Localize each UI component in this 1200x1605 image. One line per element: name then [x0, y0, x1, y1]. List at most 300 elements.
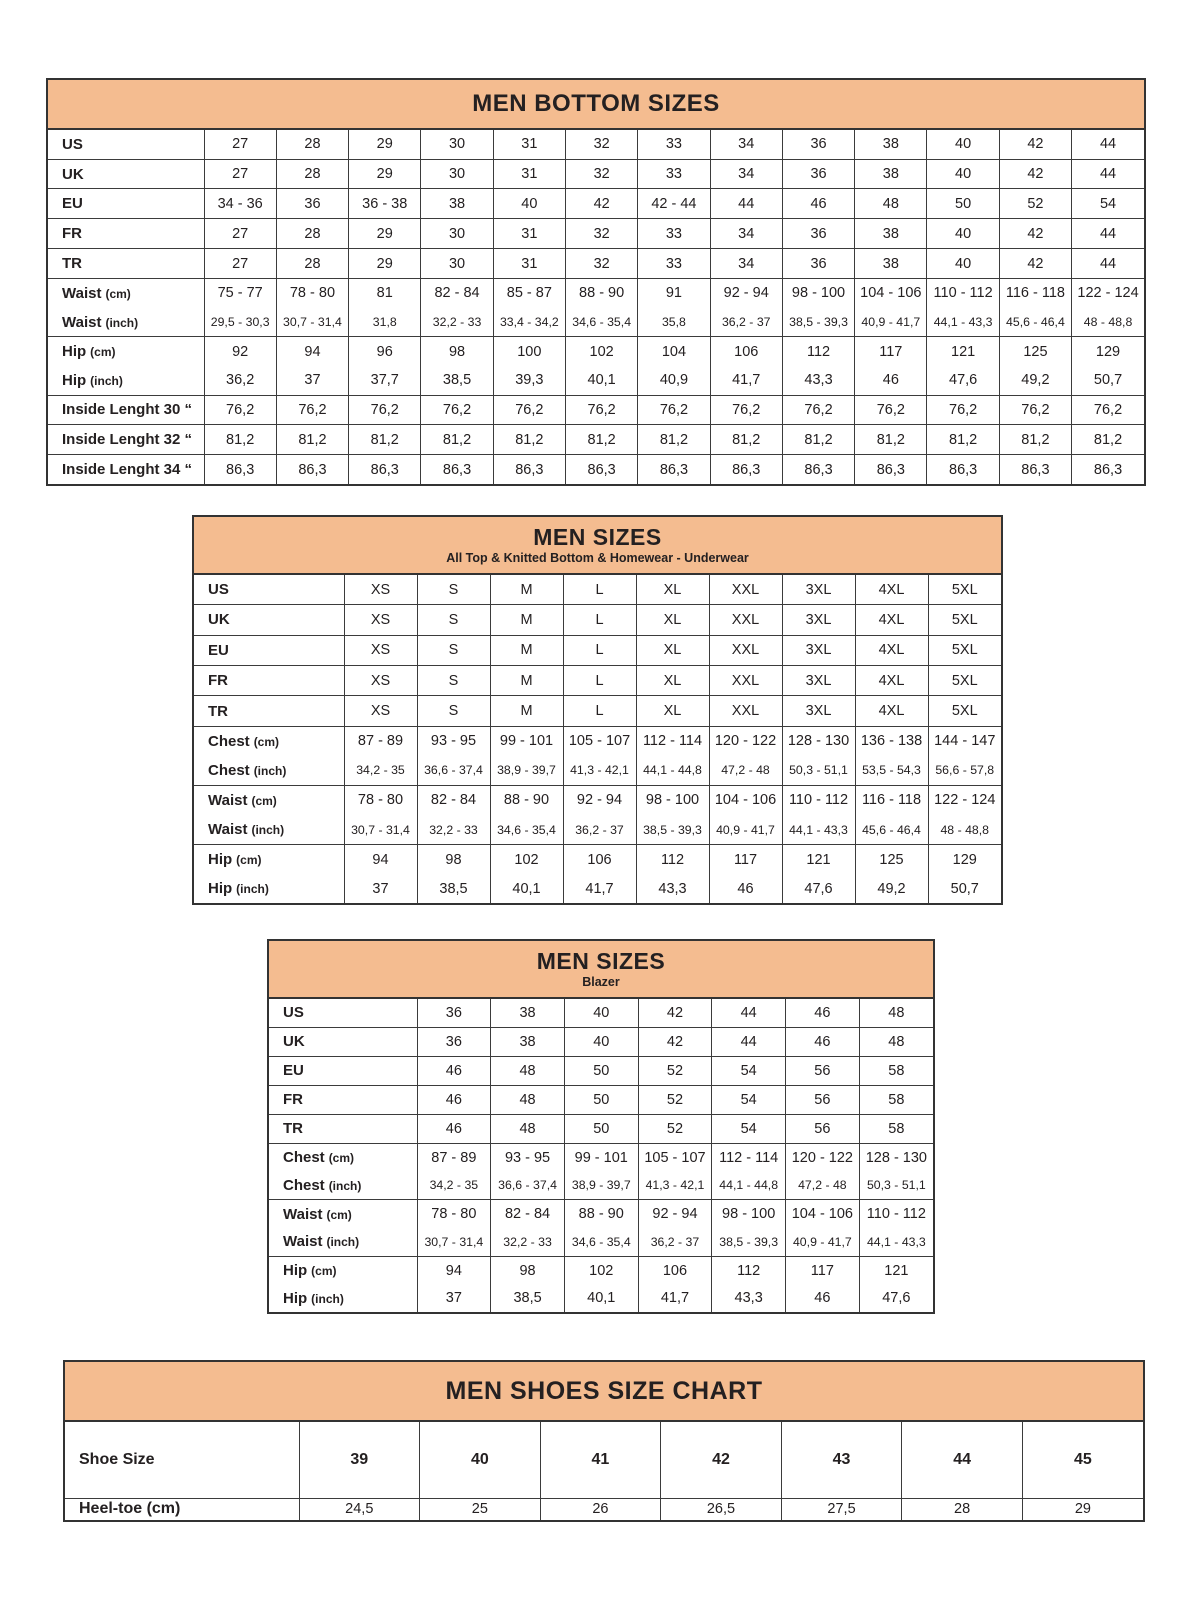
value-cell: 86,3 — [349, 455, 421, 484]
value-cell: 44 — [712, 1027, 786, 1056]
row-label-unit: (inch) — [90, 373, 123, 388]
value-cell: 129 — [928, 845, 1001, 875]
value-cell: 41,7 — [638, 1285, 712, 1312]
value-cell: 31 — [493, 219, 565, 249]
row-label-cell — [48, 455, 204, 484]
value-cell: S — [417, 605, 490, 635]
value-cell: 125 — [999, 337, 1071, 366]
value-cell: 40 — [927, 130, 999, 159]
value-cell: 42 — [999, 219, 1071, 249]
value-cell: 86,3 — [927, 455, 999, 484]
value-cell: 38,5 — [491, 1285, 565, 1312]
value-cell: 82 - 84 — [491, 1200, 565, 1228]
value-cell: 29,5 - 30,3 — [204, 308, 276, 337]
value-cell: 4XL — [855, 635, 928, 665]
row-label-text: TR — [62, 255, 82, 273]
table-subtitle: Blazer — [582, 974, 620, 989]
row-label-text: Waist — [62, 313, 102, 331]
row-label-unit: (cm) — [328, 1151, 355, 1166]
value-cell: XL — [636, 696, 709, 726]
row-group — [269, 1056, 933, 1085]
value-cell: 98 - 100 — [636, 785, 709, 815]
value-cell: 54 — [712, 1056, 786, 1085]
value-cell: 58 — [859, 1056, 933, 1085]
row-label-text: TR — [208, 702, 228, 720]
value-cell: 38 — [491, 999, 565, 1027]
value-cell: 27 — [204, 219, 276, 249]
value-cell: 76,2 — [421, 395, 493, 425]
value-cell: 44 — [1072, 130, 1144, 159]
value-cell: 42 — [999, 159, 1071, 189]
value-cell: L — [563, 665, 636, 695]
value-cell: 46 — [417, 1056, 491, 1085]
value-cell: 81,2 — [638, 425, 710, 455]
table-row — [269, 1085, 933, 1114]
value-cell: 46 — [786, 999, 860, 1027]
value-cell: XS — [344, 575, 417, 605]
value-cell: 48 — [859, 1027, 933, 1056]
value-cell: 116 - 118 — [855, 785, 928, 815]
value-cell: 47,2 - 48 — [709, 756, 782, 786]
row-label-text: UK — [62, 165, 84, 183]
value-cell: 42 — [638, 999, 712, 1027]
row-label-text: EU — [208, 641, 229, 659]
value-cell: M — [490, 635, 563, 665]
value-cell: 76,2 — [710, 395, 782, 425]
row-label-cell — [48, 425, 204, 455]
value-cell: 38,5 — [421, 366, 493, 395]
value-cell: 86,3 — [204, 455, 276, 484]
table-row — [269, 1256, 933, 1284]
value-cell: XS — [344, 696, 417, 726]
value-cell: 76,2 — [1072, 395, 1144, 425]
value-cell: 37 — [417, 1285, 491, 1312]
value-cell: 36,6 - 37,4 — [491, 1172, 565, 1200]
value-cell: 48 - 48,8 — [928, 815, 1001, 845]
value-cell: 104 — [638, 337, 710, 366]
value-cell: 99 - 101 — [564, 1143, 638, 1171]
value-cell: 42 - 44 — [638, 189, 710, 219]
table-row — [269, 1143, 933, 1171]
value-cell: XL — [636, 575, 709, 605]
table-row — [48, 219, 1144, 249]
value-cell: 34 — [710, 249, 782, 279]
value-cell: 112 — [712, 1256, 786, 1284]
value-cell: 32,2 - 33 — [421, 308, 493, 337]
value-cell: XS — [344, 665, 417, 695]
value-cell: 136 - 138 — [855, 726, 928, 756]
value-cell: 33,4 - 34,2 — [493, 308, 565, 337]
value-cell: 54 — [712, 1114, 786, 1143]
men-sizes-blazer-table — [267, 939, 935, 1314]
value-cell: 38 — [491, 1027, 565, 1056]
value-cell: 40,1 — [564, 1285, 638, 1312]
value-cell: 76,2 — [927, 395, 999, 425]
row-label-cell — [48, 395, 204, 425]
size-grid — [194, 575, 1001, 903]
value-cell: 40 — [927, 159, 999, 189]
value-cell: 81,2 — [927, 425, 999, 455]
value-cell: 121 — [782, 845, 855, 875]
row-label-cell — [194, 815, 344, 845]
value-cell: 76,2 — [493, 395, 565, 425]
value-cell: 41,7 — [563, 874, 636, 903]
value-cell: 45,6 - 46,4 — [999, 308, 1071, 337]
row-label-text: UK — [283, 1033, 305, 1051]
value-cell: 29 — [349, 159, 421, 189]
value-cell: 93 - 95 — [491, 1143, 565, 1171]
value-cell: 88 - 90 — [565, 279, 637, 308]
value-cell: 30,7 - 31,4 — [417, 1228, 491, 1256]
table-row — [269, 1228, 933, 1256]
value-cell: 38,9 - 39,7 — [490, 756, 563, 786]
value-cell: 29 — [349, 130, 421, 159]
value-cell: 99 - 101 — [490, 726, 563, 756]
value-cell: 42 — [661, 1422, 782, 1498]
row-label-text: Waist — [283, 1205, 323, 1223]
row-label-unit: (cm) — [253, 734, 280, 749]
row-label-cell — [269, 1228, 417, 1256]
value-cell: 81,2 — [565, 425, 637, 455]
value-cell: 28 — [902, 1498, 1023, 1520]
value-cell: 116 - 118 — [999, 279, 1071, 308]
value-cell: 122 - 124 — [928, 785, 1001, 815]
row-label-unit: (inch) — [105, 315, 139, 330]
row-label-cell — [269, 1027, 417, 1056]
value-cell: 36 — [782, 249, 854, 279]
value-cell: 34,6 - 35,4 — [490, 815, 563, 845]
row-label-cell — [269, 1172, 417, 1200]
value-cell: 75 - 77 — [204, 279, 276, 308]
row-group — [269, 999, 933, 1027]
value-cell: 32 — [565, 219, 637, 249]
value-cell: 110 - 112 — [927, 279, 999, 308]
size-grid — [48, 130, 1144, 484]
table-header — [194, 517, 1001, 575]
value-cell: 33 — [638, 159, 710, 189]
table-row — [194, 665, 1001, 695]
value-cell: 48 - 48,8 — [1072, 308, 1144, 337]
table-row — [48, 455, 1144, 484]
value-cell: 29 — [1022, 1498, 1143, 1520]
value-cell: 31 — [493, 159, 565, 189]
value-cell: XXL — [709, 696, 782, 726]
value-cell: 36,2 - 37 — [710, 308, 782, 337]
table-row — [65, 1422, 1143, 1498]
value-cell: 48 — [491, 1056, 565, 1085]
value-cell: 81,2 — [421, 425, 493, 455]
value-cell: XXL — [709, 605, 782, 635]
value-cell: 87 - 89 — [417, 1143, 491, 1171]
value-cell: S — [417, 665, 490, 695]
row-label-cell — [65, 1422, 299, 1498]
row-label-text: Inside Lenght 34 “ — [62, 461, 193, 479]
row-label-unit: (inch) — [251, 823, 285, 838]
value-cell: 54 — [1072, 189, 1144, 219]
row-group — [65, 1498, 1143, 1520]
value-cell: 81,2 — [276, 425, 348, 455]
row-group — [194, 785, 1001, 844]
value-cell: 34 — [710, 159, 782, 189]
value-cell: 86,3 — [276, 455, 348, 484]
row-label-text: EU — [283, 1062, 304, 1080]
value-cell: 98 — [421, 337, 493, 366]
value-cell: 92 - 94 — [638, 1200, 712, 1228]
value-cell: M — [490, 575, 563, 605]
table-title: MEN BOTTOM SIZES — [472, 90, 720, 118]
row-label-unit: (inch) — [326, 1235, 360, 1250]
value-cell: 28 — [276, 249, 348, 279]
row-group — [48, 455, 1144, 484]
value-cell: 112 - 114 — [636, 726, 709, 756]
value-cell: 47,6 — [927, 366, 999, 395]
value-cell: XL — [636, 665, 709, 695]
value-cell: 36 — [782, 159, 854, 189]
table-row — [269, 1285, 933, 1312]
table-row — [194, 785, 1001, 815]
value-cell: 32,2 - 33 — [417, 815, 490, 845]
value-cell: XXL — [709, 635, 782, 665]
value-cell: 24,5 — [299, 1498, 420, 1520]
value-cell: 88 - 90 — [564, 1200, 638, 1228]
value-cell: 122 - 124 — [1072, 279, 1144, 308]
value-cell: 31 — [493, 249, 565, 279]
value-cell: 34,6 - 35,4 — [564, 1228, 638, 1256]
value-cell: S — [417, 696, 490, 726]
value-cell: 50 — [564, 1085, 638, 1114]
row-label-unit: (cm) — [90, 345, 116, 360]
value-cell: 104 - 106 — [709, 785, 782, 815]
value-cell: 94 — [344, 845, 417, 875]
value-cell: 30 — [421, 249, 493, 279]
value-cell: 50 — [564, 1114, 638, 1143]
row-label-text: US — [208, 581, 229, 599]
value-cell: 40,1 — [565, 366, 637, 395]
value-cell: 33 — [638, 130, 710, 159]
row-label-text: Heel-toe (cm) — [79, 1500, 181, 1518]
value-cell: 76,2 — [855, 395, 927, 425]
value-cell: 43,3 — [782, 366, 854, 395]
row-label-text: Inside Lenght 32 “ — [62, 431, 193, 449]
value-cell: 32 — [565, 159, 637, 189]
row-label-text: Waist — [208, 821, 248, 839]
value-cell: 40 — [927, 249, 999, 279]
value-cell: 34,2 - 35 — [417, 1172, 491, 1200]
value-cell: 42 — [999, 130, 1071, 159]
row-label-text: Chest — [208, 761, 250, 779]
row-label-text: Shoe Size — [79, 1450, 155, 1468]
table-row — [194, 845, 1001, 875]
value-cell: 40 — [420, 1422, 541, 1498]
value-cell: 40,1 — [490, 874, 563, 903]
value-cell: 144 - 147 — [928, 726, 1001, 756]
value-cell: 52 — [638, 1085, 712, 1114]
value-cell: 91 — [638, 279, 710, 308]
value-cell: 78 - 80 — [417, 1200, 491, 1228]
row-group — [194, 726, 1001, 785]
value-cell: 5XL — [928, 575, 1001, 605]
row-label-cell — [269, 999, 417, 1027]
row-group — [48, 219, 1144, 249]
value-cell: 40 — [927, 219, 999, 249]
row-group — [194, 665, 1001, 695]
row-label-cell — [48, 159, 204, 189]
value-cell: 4XL — [855, 665, 928, 695]
table-row — [269, 1114, 933, 1143]
value-cell: 37 — [344, 874, 417, 903]
table-header — [48, 80, 1144, 130]
value-cell: 43,3 — [712, 1285, 786, 1312]
row-label-text: Waist — [208, 791, 248, 809]
value-cell: 39 — [299, 1422, 420, 1498]
value-cell: 40 — [564, 1027, 638, 1056]
value-cell: 41,3 - 42,1 — [638, 1172, 712, 1200]
table-row — [65, 1498, 1143, 1520]
row-group — [269, 1200, 933, 1256]
value-cell: 121 — [859, 1256, 933, 1284]
value-cell: 47,2 - 48 — [786, 1172, 860, 1200]
table-row — [48, 308, 1144, 337]
value-cell: 48 — [491, 1085, 565, 1114]
value-cell: 33 — [638, 249, 710, 279]
row-label-cell — [269, 1114, 417, 1143]
value-cell: 117 — [855, 337, 927, 366]
value-cell: 56,6 - 57,8 — [928, 756, 1001, 786]
row-label-text: Hip — [283, 1262, 308, 1280]
value-cell: 50,7 — [928, 874, 1001, 903]
row-label-cell — [48, 219, 204, 249]
row-label-cell — [194, 874, 344, 903]
value-cell: 44 — [712, 999, 786, 1027]
row-label-text: FR — [208, 672, 228, 690]
value-cell: 5XL — [928, 665, 1001, 695]
value-cell: 81,2 — [782, 425, 854, 455]
value-cell: 56 — [786, 1114, 860, 1143]
value-cell: 44,1 - 43,3 — [782, 815, 855, 845]
value-cell: 96 — [349, 337, 421, 366]
value-cell: 36,2 - 37 — [563, 815, 636, 845]
value-cell: 38 — [855, 159, 927, 189]
value-cell: 4XL — [855, 696, 928, 726]
table-row — [48, 279, 1144, 308]
value-cell: L — [563, 605, 636, 635]
value-cell: 40,9 - 41,7 — [786, 1228, 860, 1256]
row-label-cell — [194, 605, 344, 635]
value-cell: 106 — [710, 337, 782, 366]
value-cell: 86,3 — [638, 455, 710, 484]
value-cell: 33 — [638, 219, 710, 249]
value-cell: 47,6 — [859, 1285, 933, 1312]
table-row — [48, 366, 1144, 395]
row-group — [269, 1114, 933, 1143]
row-group — [269, 1085, 933, 1114]
row-label-text: Hip — [208, 851, 233, 869]
row-group — [269, 1027, 933, 1056]
value-cell: 52 — [638, 1056, 712, 1085]
row-label-cell — [269, 1056, 417, 1085]
value-cell: 117 — [709, 845, 782, 875]
value-cell: 46 — [417, 1085, 491, 1114]
value-cell: 36,2 — [204, 366, 276, 395]
value-cell: 76,2 — [638, 395, 710, 425]
row-label-cell — [48, 130, 204, 159]
value-cell: M — [490, 665, 563, 695]
value-cell: 42 — [565, 189, 637, 219]
value-cell: 76,2 — [349, 395, 421, 425]
value-cell: 40,9 - 41,7 — [855, 308, 927, 337]
value-cell: 40 — [493, 189, 565, 219]
row-label-unit: (cm) — [326, 1207, 352, 1222]
row-label-cell — [269, 1285, 417, 1312]
row-group — [48, 130, 1144, 159]
value-cell: 4XL — [855, 605, 928, 635]
row-label-text: Chest — [208, 732, 250, 750]
value-cell: 47,6 — [782, 874, 855, 903]
value-cell: 26 — [540, 1498, 661, 1520]
men-shoes-size-chart-table — [63, 1360, 1145, 1522]
value-cell: XS — [344, 635, 417, 665]
value-cell: 98 — [491, 1256, 565, 1284]
value-cell: L — [563, 696, 636, 726]
value-cell: 78 - 80 — [276, 279, 348, 308]
row-label-cell — [194, 756, 344, 786]
value-cell: 86,3 — [421, 455, 493, 484]
value-cell: 92 — [204, 337, 276, 366]
size-grid — [269, 999, 933, 1312]
value-cell: 98 - 100 — [712, 1200, 786, 1228]
value-cell: 112 — [636, 845, 709, 875]
value-cell: 41 — [540, 1422, 661, 1498]
value-cell: 81,2 — [1072, 425, 1144, 455]
value-cell: 34,6 - 35,4 — [565, 308, 637, 337]
value-cell: 82 - 84 — [417, 785, 490, 815]
value-cell: 38 — [855, 219, 927, 249]
value-cell: 30 — [421, 159, 493, 189]
value-cell: 98 - 100 — [782, 279, 854, 308]
row-label-cell — [269, 1200, 417, 1228]
row-group — [48, 159, 1144, 189]
value-cell: 3XL — [782, 696, 855, 726]
value-cell: 120 - 122 — [786, 1143, 860, 1171]
row-label-unit: (inch) — [328, 1178, 362, 1193]
row-label-text: FR — [62, 225, 82, 243]
value-cell: XS — [344, 605, 417, 635]
value-cell: 49,2 — [855, 874, 928, 903]
value-cell: 45 — [1022, 1422, 1143, 1498]
value-cell: 85 - 87 — [493, 279, 565, 308]
value-cell: 94 — [276, 337, 348, 366]
value-cell: 86,3 — [1072, 455, 1144, 484]
row-group — [194, 575, 1001, 605]
row-group — [269, 1256, 933, 1312]
value-cell: 86,3 — [565, 455, 637, 484]
value-cell: 30 — [421, 219, 493, 249]
row-label-cell — [48, 279, 204, 308]
value-cell: 36 - 38 — [349, 189, 421, 219]
value-cell: 76,2 — [782, 395, 854, 425]
value-cell: 38,9 - 39,7 — [564, 1172, 638, 1200]
row-label-text: Hip — [208, 880, 233, 898]
row-label-text: FR — [283, 1091, 303, 1109]
value-cell: XXL — [709, 665, 782, 695]
value-cell: 46 — [709, 874, 782, 903]
value-cell: 41,7 — [710, 366, 782, 395]
table-header — [269, 941, 933, 999]
row-label-cell — [194, 575, 344, 605]
row-label-text: Waist — [283, 1233, 323, 1251]
value-cell: 34,2 - 35 — [344, 756, 417, 786]
value-cell: 39,3 — [493, 366, 565, 395]
